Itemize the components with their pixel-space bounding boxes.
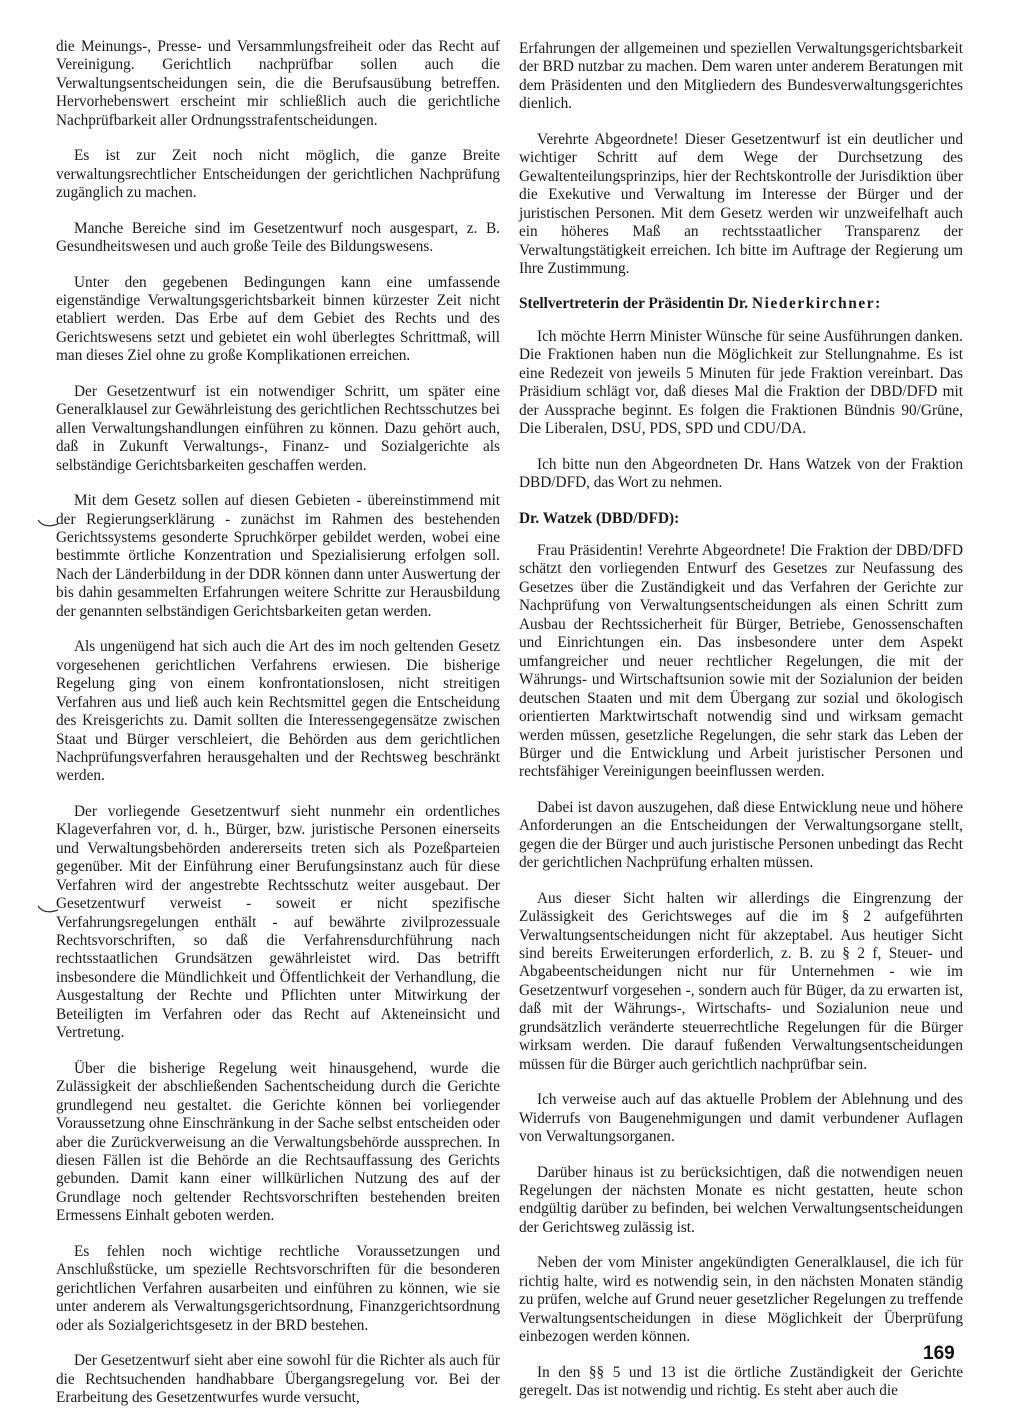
paragraph: Als ungenügend hat sich auch die Art des im noch geltenden Gesetz vorgesehenen gerichtlichen Verfahrens erwiesen. Die bisherige Regelung ging von einem konfrontationslosen, nicht streitigen Verfahren aus und ließ auch kein Rechtsmittel gegen die Entscheidung des Kreisgerichts zu. Damit sollten die Interessengegensätze zwischen Staat und Bürger verschleiert, die Behörden aus dem gerichtlichen Nachprüfungsverfahren herausgehalten und der Rechtsweg beschränkt werden. (56, 638, 500, 785)
paragraph: Der Gesetzentwurf ist ein notwendiger Schritt, um später eine Generalklausel zur Gewährleistung des gerichtlichen Rechtsschutzes bei allen Verwaltungshandlungen einführen zu können. Dazu gehört auch, daß in Zukunft Verwaltungs-, Finanz- und Sozialgerichte als selbständige Gerichtsbarkeiten geschaffen werden. (56, 382, 500, 474)
paragraph: Es fehlen noch wichtige rechtliche Voraussetzungen und Anschlußstücke, um spezielle Rechtsvorschriften für die besonderen gerichtlichen Verfahren ausarbeiten und einführen zu können, wie sie unter anderem als Verwaltungsgerichtsordnung, Finanzgerichtsordnung oder als Sozialgerichtsgesetz in der BRD bestehen. (56, 1242, 500, 1334)
paragraph: Erfahrungen der allgemeinen und speziellen Verwaltungsgerichtsbarkeit der BRD nutzbar zu machen. Dem waren unter anderem Beratungen mit dem Präsidenten und den Mitgliedern des Bundesverwaltungsgerichtes dienlich. (519, 40, 963, 113)
paragraph: Unter den gegebenen Bedingungen kann eine umfassende eigenständige Verwaltungsgerichtsbarkeit binnen kürzester Zeit nicht etabliert werden. Das Erbe auf dem Gebiet des Rechts und des Gerichtswesens setzt und gebietet ein wohl überlegtes Schrittmaß, will man dieses Ziel ohne zu große Komplikationen erreichen. (56, 273, 500, 365)
paragraph: Aus dieser Sicht halten wir allerdings die Eingrenzung der Zulässigkeit des Gerichtsweges auf die im § 2 aufgeführten Verwaltungsentscheidungen nicht für akzeptabel. Aus heutiger Sicht sind bereits Erweiterungen erforderlich, z. B. zu § 2 f, Steuer- und Abgabeentscheidungen nicht nur für Unternehmen - wie im Gesetzentwurf vorgesehen -, sondern auch für Büger, da zu erwarten ist, daß mit der Währungs-, Wirtschafts- und Sozialunion neue und grundsätzlich veränderte steuerrechtliche Regelungen für die Bürger wirksam werden. Die darauf fußenden Verwaltungsentscheidungen müssen für die Bürger auch gerichtlich nachprüfbar sein. (519, 889, 963, 1073)
speaker-title: Stellvertreterin der Präsidentin Dr. (519, 295, 749, 313)
paragraph: Ich möchte Herrn Minister Wünsche für seine Ausführungen danken. Die Fraktionen haben nun die Möglichkeit zur Stellungnahme. Es ist eine Redezeit von jeweils 5 Minuten für jede Fraktion vereinbart. Das Präsidium schlägt vor, daß dieses Mal die Fraktion der DBD/DFD mit der Aussprache beginnt. Es folgen die Fraktionen Bündnis 90/Grüne, Die Liberalen, DSU, PDS, SPD und CDU/DA. (519, 327, 963, 438)
margin-mark (36, 902, 60, 916)
paragraph: Verehrte Abgeordnete! Dieser Gesetzentwurf ist ein deutlicher und wichtiger Schritt auf dem Wege der Durchsetzung des Gewaltenteilungsprinzips, hier der Rechtskontrolle der Jurisdiktion über die Exekutive und Verwaltung im Interesse der Bürger und der juristischen Personen. Mit dem Gesetz werden wir unzweifelhaft auch ein höheres Maß an rechtsstaatlicher Transparenz der Verwaltungstätigkeit erreichen. Ich bitte im Auftrage der Regierung um Ihre Zustimmung. (519, 130, 963, 277)
paragraph: Ich bitte nun den Abgeordneten Dr. Hans Watzek von der Fraktion DBD/DFD, das Wort zu nehmen. (519, 455, 963, 492)
paragraph: Manche Bereiche sind im Gesetzentwurf noch ausgespart, z. B. Gesundheitswesen und auch große Teile des Bildungswesens. (56, 219, 500, 256)
paragraph: Neben der vom Minister angekündigten Generalklausel, die ich für richtig halte, wird es notwendig sein, in den nächsten Monaten ständig zu prüfen, welche auf Grund neuer gesetzlicher Regelungen zu treffende Verwaltungsentscheidungen in diese Möglichkeit der Überprüfung einbezogen werden können. (519, 1254, 963, 1346)
paragraph: Dabei ist davon auszugehen, daß diese Entwicklung neue und höhere Anforderungen an die Entscheidungen der Verwaltungsorgane stellt, gegen die der Bürger und auch juristische Personen unbedingt das Recht der gerichtlichen Nachprüfung erhalten müssen. (519, 798, 963, 872)
paragraph: Es ist zur Zeit noch nicht möglich, die ganze Breite verwaltungsrechtlicher Entscheidungen der gerichtlichen Nachprüfung zugänglich zu machen. (56, 147, 500, 202)
right-column (519, 40, 963, 1418)
speaker-name: Niederkirchner: (751, 295, 882, 313)
margin-mark (36, 516, 60, 530)
paragraph: die Meinungs-, Presse- und Versammlungsfreiheit oder das Recht auf Vereinigung. Gerichtlich nachprüfbar sollen auch die Verwaltungsentscheidungen sein, die die Berufsausübung betreffen. Hervorhebenswert erscheint mir schließlich auch die gerichtliche Nachprüfbarkeit aller Ordnungsstrafentscheidungen. (56, 38, 500, 129)
paragraph: Der Gesetzentwurf sieht aber eine sowohl für die Richter als auch für die Rechtsuchenden handhabbare Übergangsregelung vor. Bei der Erarbeitung des Gesetzentwurfes wurde versucht, (56, 1352, 500, 1406)
left-column (56, 38, 500, 1424)
page-number: 169 (923, 1343, 955, 1364)
paragraph: Ich verweise auch auf das aktuelle Problem der Ablehnung und des Widerrufs von Baugenehmigungen und damit verbundener Auflagen von Verwaltungsorganen. (519, 1091, 963, 1146)
paragraph: In den §§ 5 und 13 ist die örtliche Zuständigkeit der Gerichte geregelt. Das ist notwendig und richtig. Es steht aber auch die (519, 1363, 963, 1400)
paragraph: Mit dem Gesetz sollen auf diesen Gebieten - übereinstimmend mit der Regierungserklärung - zunächst im Rahmen des bestehenden Gerichtssystems gesonderte Spruchkörper gebildet werden, wobei eine bestimmte örtliche Konzentration und Spezialisierung erfolgen soll. Nach der Länderbildung in der DDR können dann unter Auswertung der bis dahin gesammelten Erfahrungen weitere Schritte zur Herausbildung der genannten selbständigen Gerichtsbarkeiten getan werden. (56, 492, 500, 620)
paragraph: Frau Präsidentin! Verehrte Abgeordnete! Die Fraktion der DBD/DFD schätzt den vorliegenden Entwurf des Gesetzes zur Neufassung des Gesetzes über die Zuständigkeit und das Verfahren der Gerichte zur Nachprüfung von Verwaltungsentscheidungen als einen Schritt zum Ausbau der Rechtssicherheit für Bürger, Betriebe, Genossenschaften und Einrichtungen ein. Das insbesondere unter dem Aspekt umfangreicher und neuer rechtlicher Regelungen, die mit der Währungs- und Wirtschaftsunion sowie mit der Sozialunion der beiden deutschen Staaten und mit dem Übergang zur sozial und ökologisch orientierten Marktwirtschaft notwendig sind und wirksam gemacht werden müssen, gesetzliche Regelungen, die sehr stark das Leben der Bürger und die Entwicklung und Arbeit juristischer Personen und rechtsfähiger Vereinigungen beeinflussen werden. (519, 541, 963, 781)
paragraph: Darüber hinaus ist zu berücksichtigen, daß die notwendigen neuen Regelungen der nächsten Monate es nicht gestatten, heute schon endgültig darüber zu befinden, bei welchen Verwaltungsentscheidungen der Gerichtsweg zulässig ist. (519, 1163, 963, 1236)
speaker-heading: Dr. Watzek (DBD/DFD): (519, 509, 680, 527)
speaker-heading (519, 295, 963, 313)
paragraph: Der vorliegende Gesetzentwurf sieht nunmehr ein ordentliches Klageverfahren vor, d. h., Bürger, bzw. juristische Personen einerseits und Verwaltungsbehörden andererseits treten sich als Pozeßparteien gegenüber. Mit der Einführung einer Berufungsinstanz auch für diese Verfahren wird der angestrebte Rechtsschutz weiter ausgebaut. Der Gesetzentwurf verweist - soweit er nicht spezifische Verfahrungsregelungen enthält - auf bewährte zivilprozessuale Rechtsvorschriften, so daß die Verfahrensdurchführung nach rechtsstaatlichen Grundsätzen gewährleistet wird. Das betrifft insbesondere die Mündlichkeit und Öffentlichkeit der Verhandlung, die Ausgestaltung der Rechte und Pflichten unter Mitwirkung der Beteiligten im Verfahren oder das Recht auf Akteneinsicht und Vertretung. (56, 802, 500, 1042)
paragraph: Über die bisherige Regelung weit hinausgehend, wurde die Zulässigkeit der abschließenden Sachentscheidung durch die Gerichte grundlegend neu gestaltet. die Gerichte können bei vorliegender Voraussetzung ohne Einschränkung in der Sache selbst entscheiden oder aber die Zurückverweisung an die Verwaltungsbehörde aussprechen. In diesen Fällen ist die Behörde an die Rechtsauffassung des Gerichts gebunden. Damit kann einer willkürlichen Nutzung des auf der Grundlage noch geltender Rechtsvorschriften bestehenden breiten Ermessens Einhalt geboten werden. (56, 1059, 500, 1225)
